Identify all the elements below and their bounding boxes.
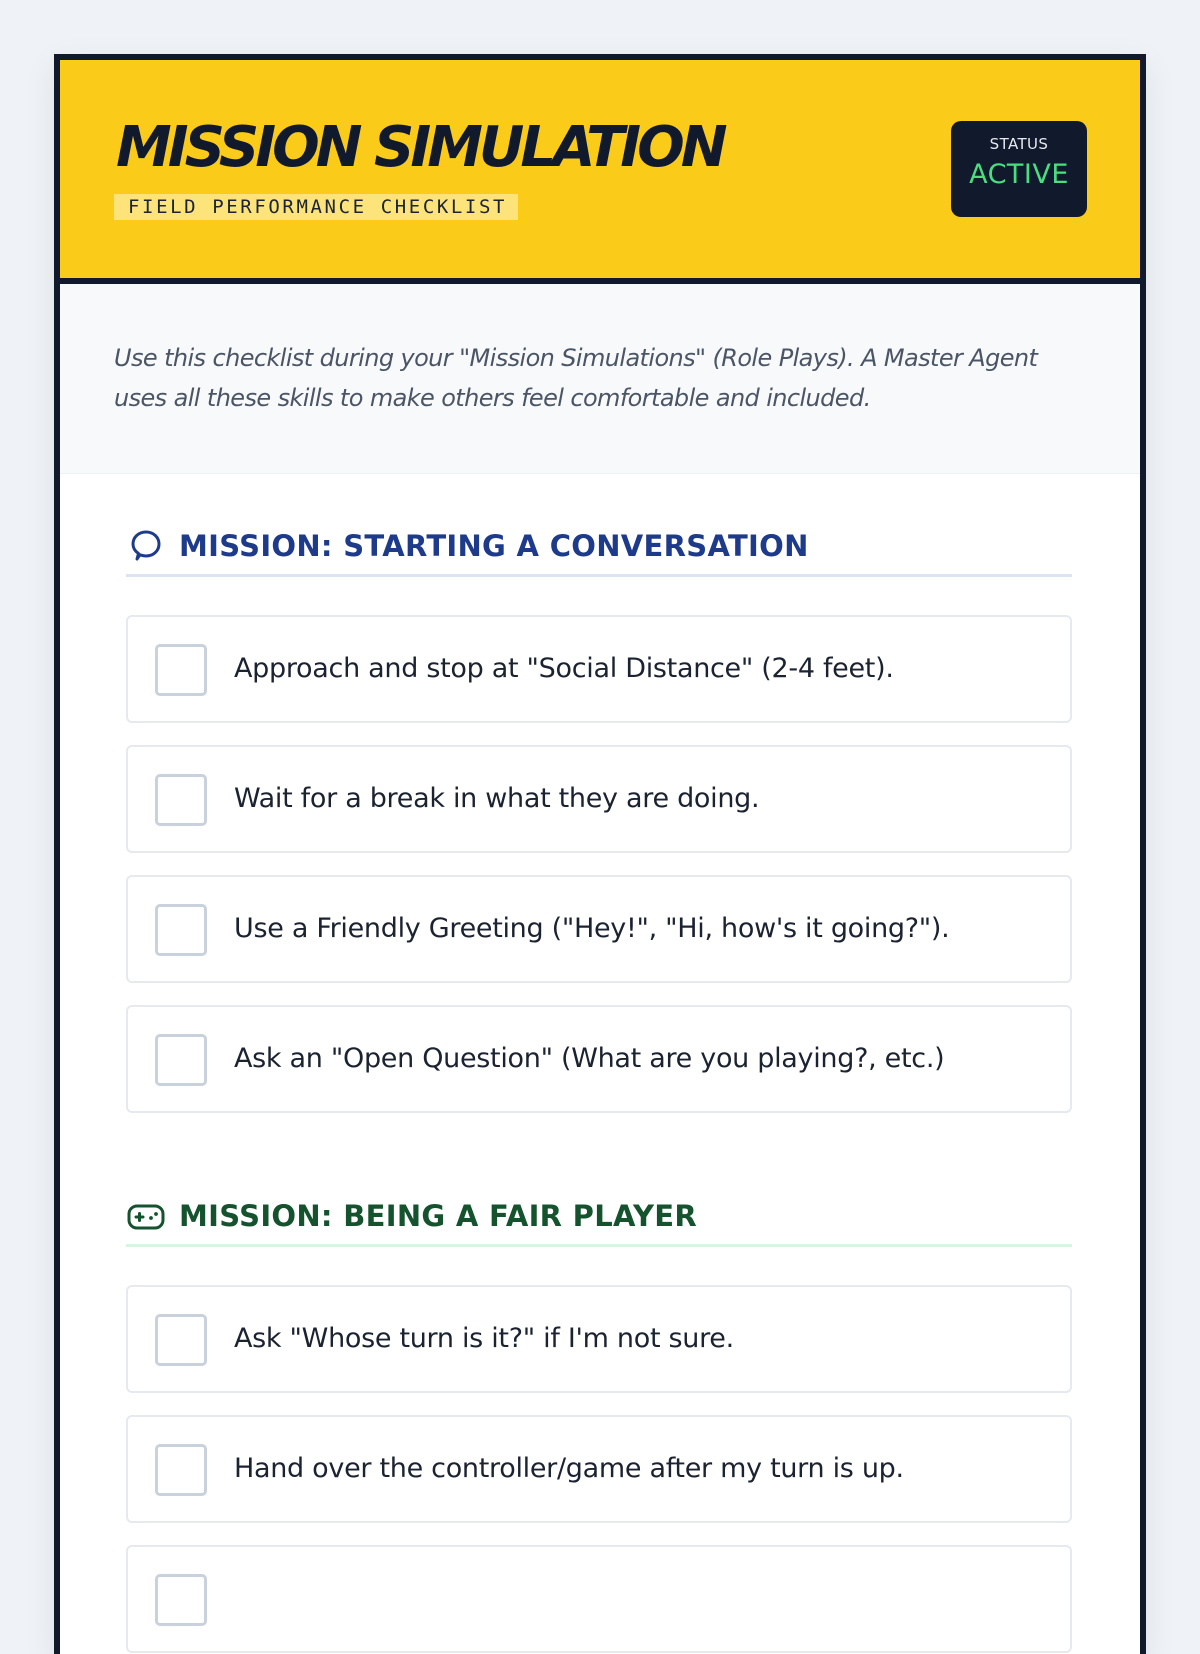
checklist-item-label: Ask an "Open Question" (What are you playing?, etc.) xyxy=(234,1043,945,1074)
checklist-item-label: Hand over the controller/game after my turn is up. xyxy=(234,1453,904,1484)
checkbox[interactable] xyxy=(155,644,207,696)
intro-text: Use this checklist during your "Mission Simulations" (Role Plays). A Master Agent uses all these skills to make others feel comfortable and included. xyxy=(114,344,1038,412)
status-label: STATUS xyxy=(989,135,1049,153)
checklist-item-label: Approach and stop at "Social Distance" (2-4 feet). xyxy=(234,653,894,684)
speech-bubble-icon xyxy=(126,526,166,566)
gamepad-icon xyxy=(126,1196,166,1236)
checkbox[interactable] xyxy=(155,1034,207,1086)
checkbox[interactable] xyxy=(155,774,207,826)
header xyxy=(60,60,1140,284)
page-subtitle: FIELD PERFORMANCE CHECKLIST xyxy=(114,194,518,220)
section-title: MISSION: STARTING A CONVERSATION xyxy=(179,529,809,563)
section-starting-conversation xyxy=(126,524,1072,1074)
section-title: MISSION: BEING A FAIR PLAYER xyxy=(179,1199,698,1233)
checklist-item[interactable] xyxy=(126,745,1072,853)
checklist-item[interactable] xyxy=(126,1005,1072,1113)
intro-panel xyxy=(60,284,1140,474)
checklist-item-label: Ask "Whose turn is it?" if I'm not sure. xyxy=(234,1323,734,1354)
section-header xyxy=(126,1194,1072,1247)
checklist-item[interactable] xyxy=(126,1285,1072,1393)
checklist-item[interactable] xyxy=(126,1415,1072,1523)
checkbox[interactable] xyxy=(155,904,207,956)
status-value: ACTIVE xyxy=(969,159,1069,190)
section-header xyxy=(126,524,1072,577)
checklist-item[interactable] xyxy=(126,615,1072,723)
section-fair-player xyxy=(126,1194,1072,1484)
checklist-item-label: Wait for a break in what they are doing. xyxy=(234,783,760,814)
checkbox[interactable] xyxy=(155,1574,207,1626)
checklist-item[interactable] xyxy=(126,875,1072,983)
checkbox[interactable] xyxy=(155,1314,207,1366)
checklist-item-label: Use a Friendly Greeting ("Hey!", "Hi, how's it going?"). xyxy=(234,913,950,944)
checkbox[interactable] xyxy=(155,1444,207,1496)
page-title: MISSION SIMULATION xyxy=(116,115,724,180)
status-badge xyxy=(951,121,1087,217)
checklist-item[interactable] xyxy=(126,1545,1072,1653)
checklist-card xyxy=(54,54,1146,1654)
